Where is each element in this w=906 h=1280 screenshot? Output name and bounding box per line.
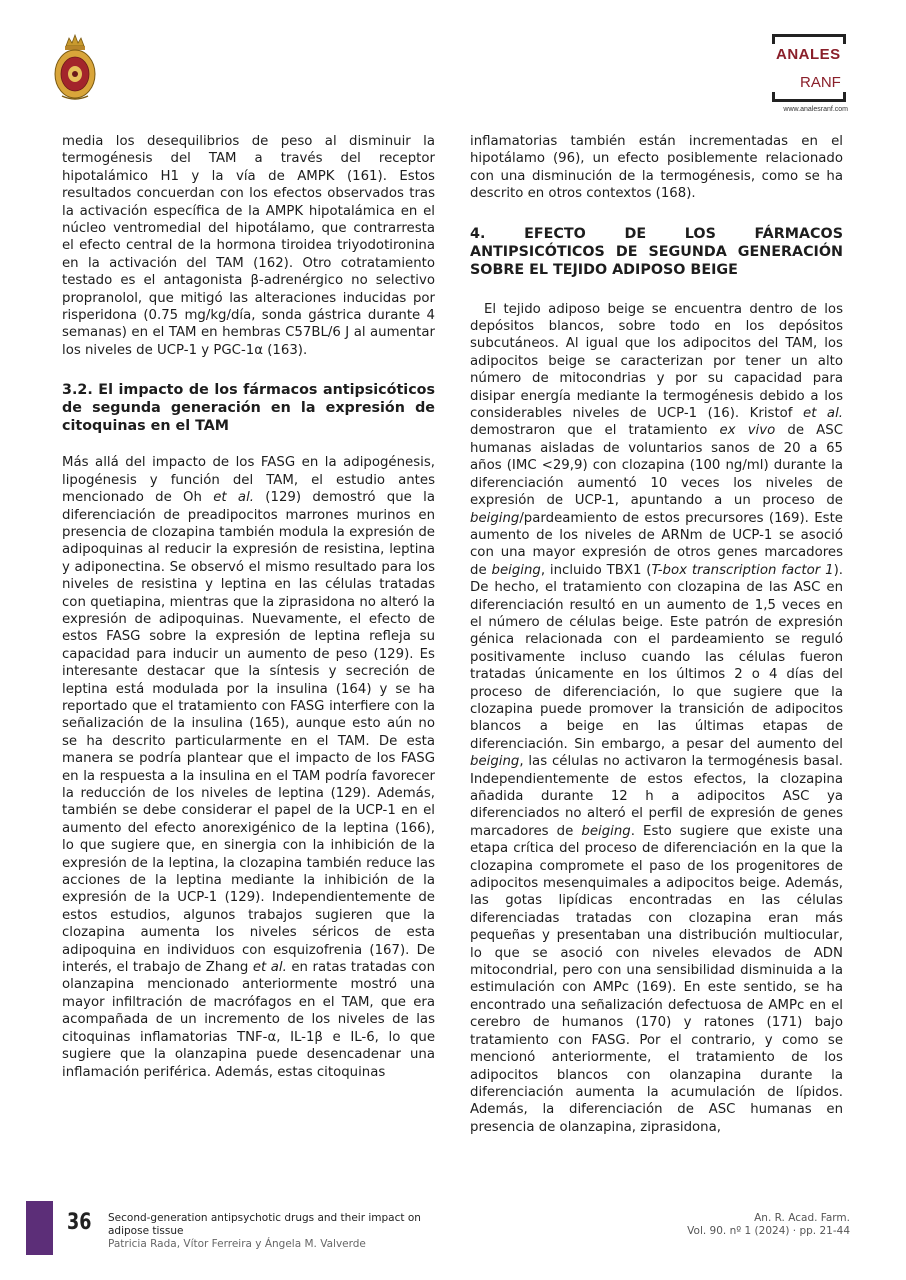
footer-journal-info (687, 1212, 850, 1238)
section-heading-4: 4. EFECTO DE LOS FÁRMACOS ANTIPSICÓTICOS DE SEGUNDA GENERACIÓN SOBRE EL TEJIDO ADIPOSO BEIGE (470, 225, 843, 278)
footer-color-bar (26, 1201, 53, 1255)
academy-crest-logo (52, 32, 98, 102)
logo-url: www.analesranf.com (783, 106, 848, 113)
footer-article-info (108, 1212, 448, 1251)
footer-journal-name: An. R. Acad. Farm. (754, 1212, 850, 1224)
text-run: de ASC humanas aisladas de voluntarios sanos de 20 a 65 años (IMC <29,9) con clozapina (100 ng/ml) durante la diferenciación aumentó 10 veces los niveles de expresión de UCP-1, apuntando a un proceso de (470, 423, 843, 509)
footer-volume: Vol. 90. nº 1 (2024) · pp. 21-44 (687, 1225, 850, 1237)
text-run: ). De hecho, el tratamiento con clozapina de las ASC en diferenciación resultó en un aumento de 1,5 veces en el número de células beige. Este patrón de expresión génica relacionada con el pardeamiento se reguló positivamente incluso cuando las células fueron tratadas únicamente en los últimos 2 o 4 días del proceso de diferenciación, lo que sugiere que la clozapina puede promover la transición de adipocitos blancos a beige en las últimas etapas de diferenciación. Sin embargo, a pesar del aumento del (470, 562, 843, 752)
footer-authors: Patricia Rada, Vítor Ferreira y Ángela M. Valverde (108, 1238, 366, 1250)
section-heading-3-2: 3.2. El impacto de los fármacos antipsicóticos de segunda generación en la expresión de citoquinas en el TAM (62, 382, 435, 435)
italic-run: T-box transcription factor 1 (651, 562, 834, 578)
italic-run: et al. (213, 490, 255, 506)
italic-run: beiging (470, 510, 520, 526)
logo-bracket-bottom (772, 92, 846, 102)
text-run: demostraron que el tratamiento (470, 423, 720, 439)
journal-logo (740, 34, 850, 116)
right-paragraph-2 (470, 301, 843, 1137)
italic-run: ex vivo (719, 423, 776, 439)
footer-article-title: Second-generation antipsychotic drugs and their impact on adipose tissue (108, 1212, 421, 1237)
left-column (62, 133, 435, 1081)
text-run: . Esto sugiere que existe una etapa crítica del proceso de diferenciación en la que la clozapina compromete el paso de los progenitores de adipocitos mesenquimales a adipocitos beige. Además, las gotas lipídicas encontradas en las células diferenciadas tratadas con clozapina eran más pequeñas y presentaban una distribución multiocular, lo que se asoció con niveles elevados de ADN mitocondrial, pero con una sensibilidad disminuida a la estimulación con AMPc (169). En este sentido, se ha encontrado una señalización defectuosa de AMPc en el cerebro de humanos (170) y ratones (171) bajo tratamiento con FASG. Por el contrario, y como se mencionó anteriormente, el tratamiento de los adipocitos blancos con olanzapina durante la diferenciación aumenta la acumulación de lípidos. Además, la diferenciación de ASC humanas en presencia de olanzapina, ziprasidona, (470, 823, 844, 1135)
italic-run: beiging (470, 754, 520, 770)
italic-run: beiging (581, 823, 631, 839)
right-paragraph-1: inflamatorias también están incrementadas en el hipotálamo (96), un efecto posiblemente relacionado con una disminución de la termogénesis, como se ha descrito en otros contextos (168). (470, 134, 843, 202)
text-run: en ratas tratadas con olanzapina mencionado anteriormente mostró una mayor infiltración de macrófagos en el TAM, que era acompañada de un incremento de los niveles de las citoquinas inflamatorias TNF-α, IL-1β e IL-6, lo que sugiere que la olanzapina puede desencadenar una inflamación periférica. Además, estas citoquinas (62, 960, 435, 1080)
logo-ranf-text: RANF (800, 74, 841, 91)
text-run: , las células no activaron la termogénesis basal. Independientemente de estos efectos, la clozapina añadida durante 12 h a adipocitos ASC ya diferenciados no alteró el perfil de expresión de genes marcadores de (470, 754, 843, 839)
left-paragraph-2 (62, 454, 435, 1081)
right-column (470, 133, 843, 1136)
italic-run: et al. (252, 960, 287, 976)
left-paragraph-1: media los desequilibrios de peso al disminuir la termogénesis del TAM a través del receptor hipotalámico H1 y la vía de AMPK (161). Estos resultados concuerdan con los efectos observados tras la activación específica de la AMPK hipotalámica en el núcleo ventromedial del hipotálamo, que contrarresta el efecto central de la hormona tiroidea triyodotironina en la activación del TAM (162). Otro cotratamiento testado es el antagonista β-adrenérgico no selectivo propranolol, que mitigó las alteraciones inducidas por risperidona (0.75 mg/kg/día, sonda gástrica durante 4 semanas) en el TAM en hembras C57BL/6 J al aumentar los niveles de UCP-1 y PGC-1α (163). (62, 134, 435, 358)
italic-run: et al. (803, 406, 843, 422)
text-run: Más allá del impacto de los FASG en la adipogénesis, lipogénesis y función del TAM, el estudio antes mencionado de Oh (62, 455, 435, 506)
logo-bracket-top (772, 34, 846, 44)
text-run: (129) demostró que la diferenciación de preadipocitos marrones murinos en presencia de clozapina también modula la expresión de adipoquinas al reducir la expresión de resistina, leptina y adiponectina. Se observó el mismo resultado para los niveles de resistina y leptina en las células tratadas con quetiapina, mientras que la ziprasidona no alteró la expresión de adipoquinas. Nuevamente, el efecto de estos FASG sobre la expresión de leptina refleja su capacidad para inducir un aumento de peso (129). Es interesante destacar que la síntesis y secreción de leptina está modulada por la insulina (164) y se ha reportado que el tratamiento con FASG interfiere con la señalización de la insulina (165), aunque esto aún no se ha descrito particularmente en el TAM. De esta manera se podría plantear que el impacto de los FASG en la respuesta a la insulina en el TAM podría favorecer la reducción de los niveles de leptina (129). Además, también se debe considerar el papel de la UCP-1 en el aumento del efecto anorexigénico de la leptina (166), lo que sugiere que, en sinergia con la inhibición de la expresión de la leptina, la clozapina también reduce las acciones de la leptina mediante la inhibición de la expresión de la UCP-1 (129). Independientemente de estos estudios, algunos trabajos sugieren que la clozapina aumenta los niveles séricos de esta adipoquina en individuos con esquizofrenia (167). De interés, el trabajo de Zhang (62, 490, 435, 976)
logo-anales-text: ANALES (776, 46, 841, 63)
page-number: 36 (67, 1210, 92, 1235)
text-run: /pardeamiento de estos precursores (169). Este aumento de los niveles de ARNm de UCP-1 se asoció con una mayor expresión de otros genes marcadores de (470, 510, 843, 578)
text-run: El tejido adiposo beige se encuentra dentro de los depósitos blancos, sobre todo en los depósitos subcutáneos. Al igual que los adipocitos del TAM, los adipocitos beige se caracterizan por tener un alto número de mitocondrias y por su capacidad para disipar energía mediante la termogénesis debido a los considerables niveles de UCP-1 (16). Kristof (470, 301, 843, 422)
italic-run: beiging (491, 562, 541, 578)
text-run: , incluido TBX1 ( (540, 562, 652, 578)
